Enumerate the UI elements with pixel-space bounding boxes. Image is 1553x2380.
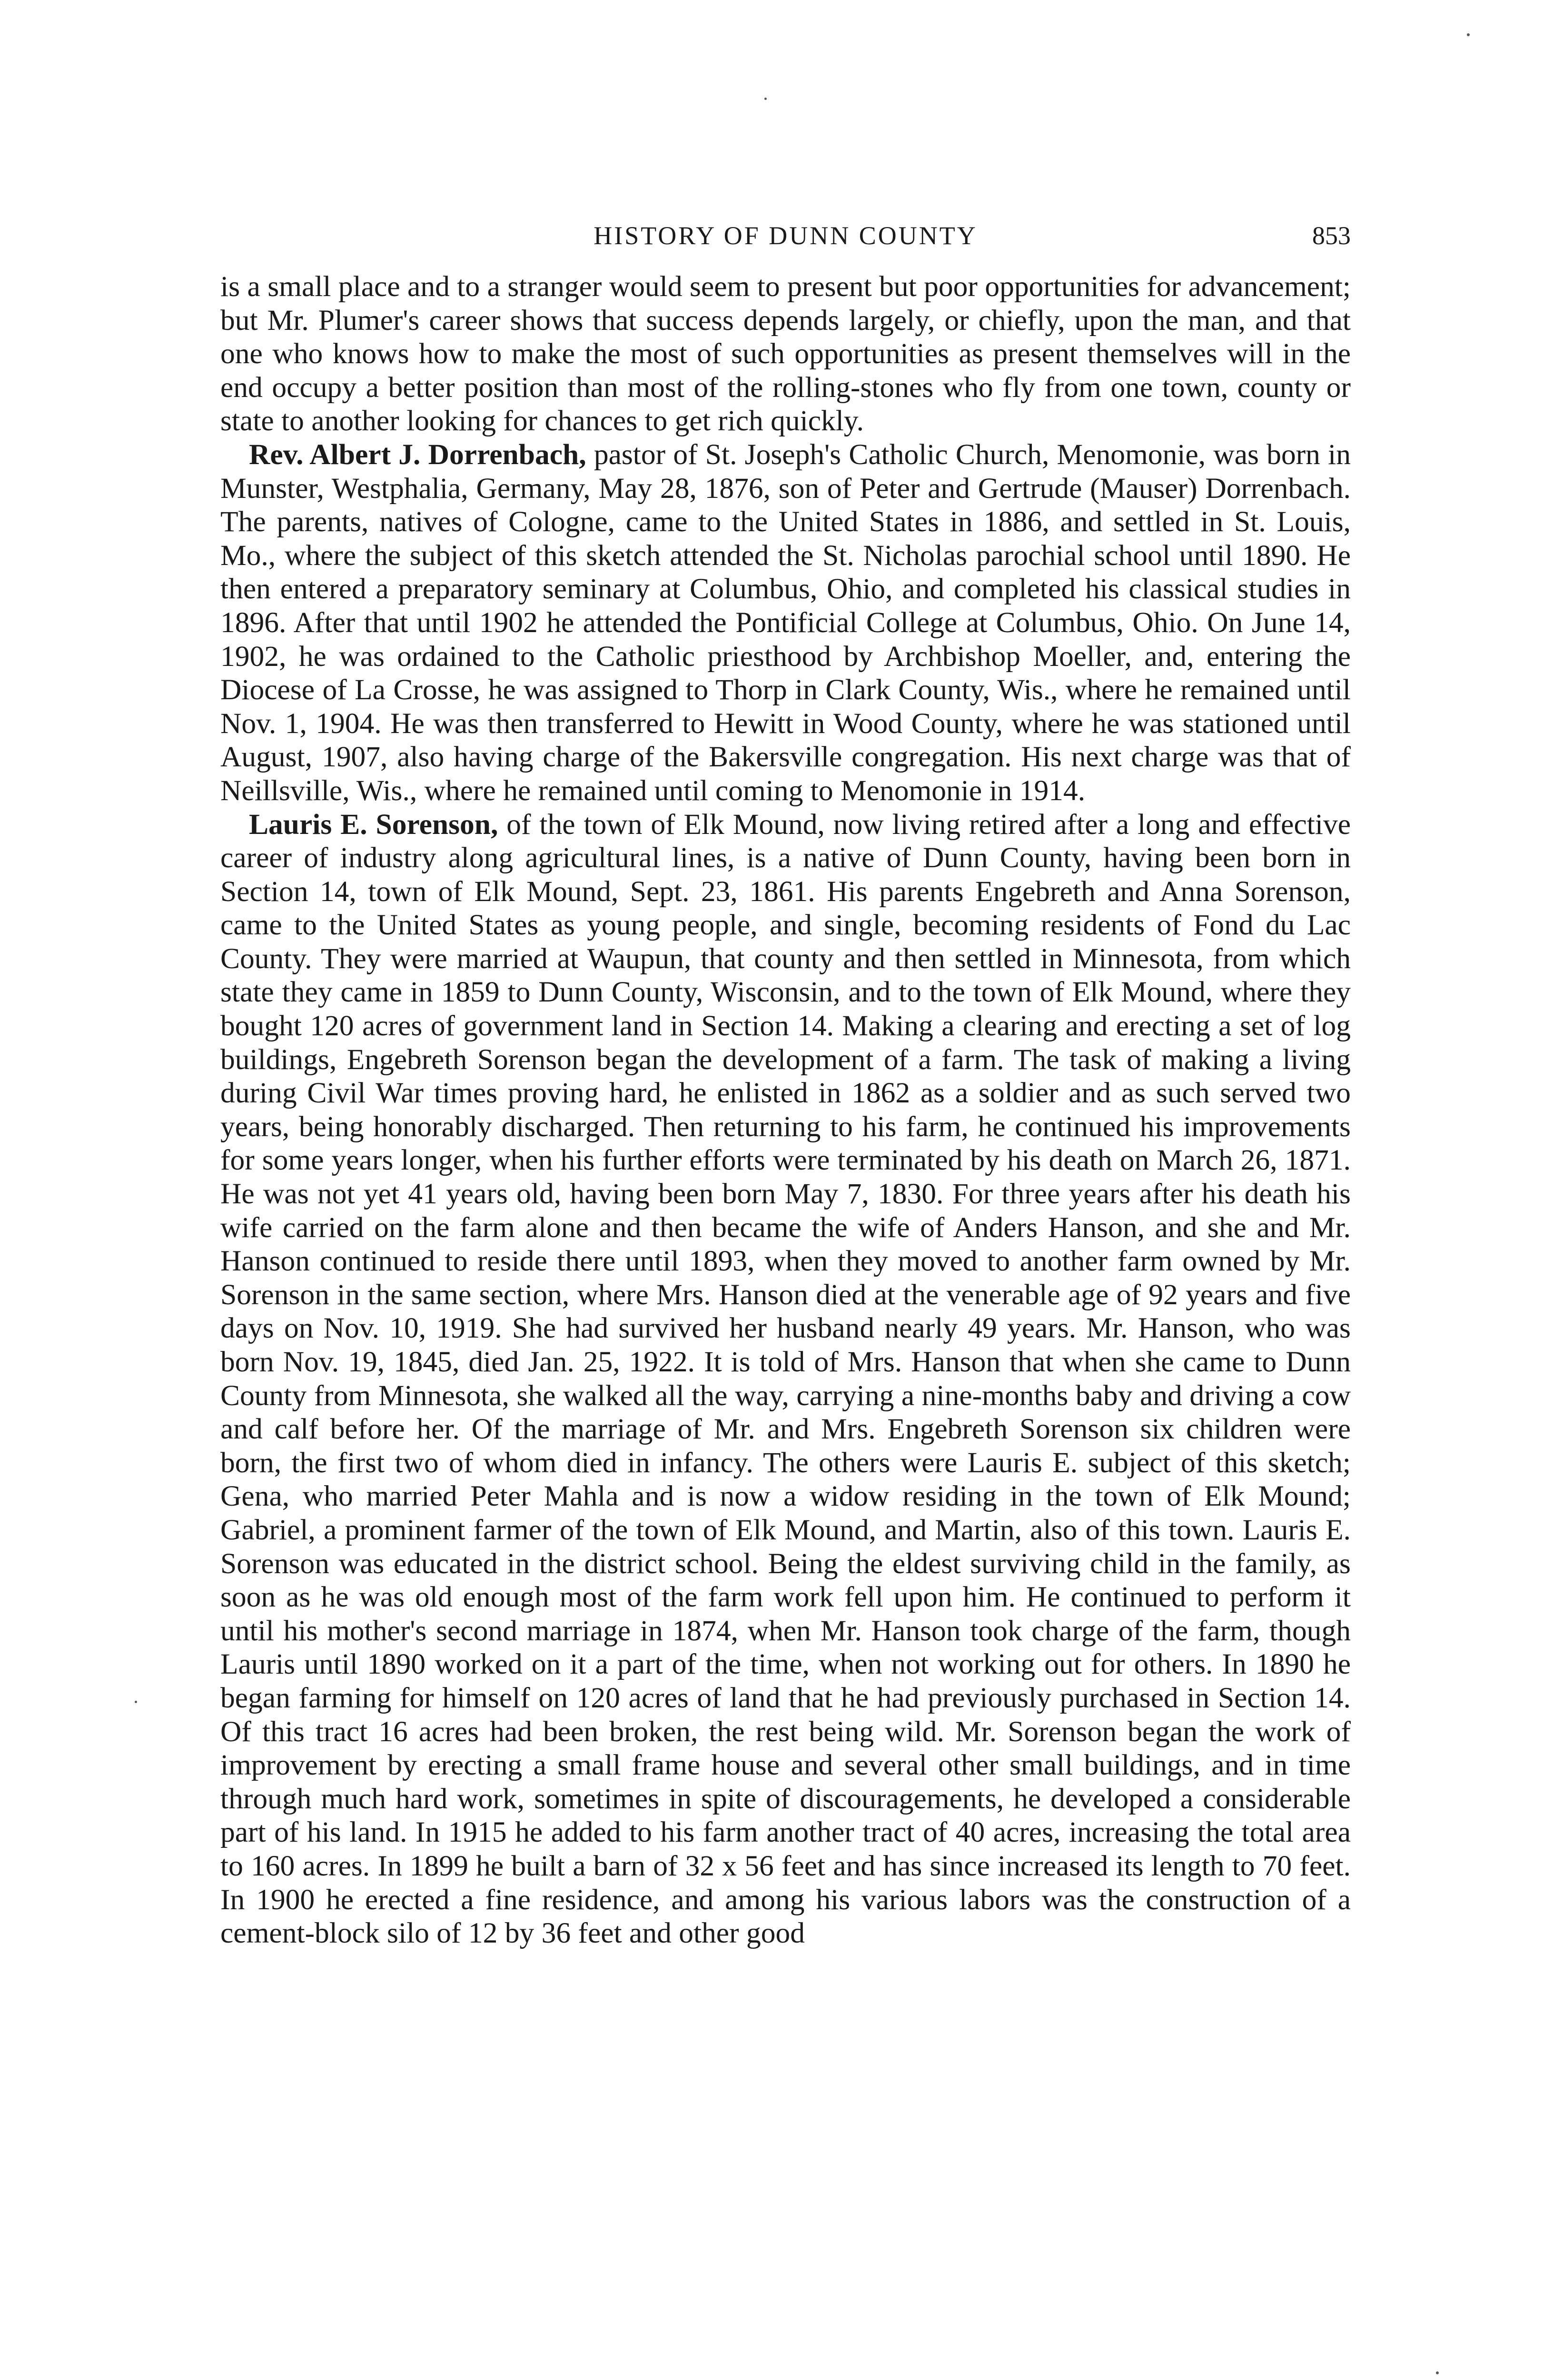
- body-text: [220, 270, 1351, 1950]
- paragraph-continuation: [220, 270, 1351, 438]
- page-number: 853: [1312, 221, 1351, 250]
- paragraph-text: is a small place and to a stranger would seem to present but poor opportunities for advancement; but Mr. Plumer's career shows that success depends largely, or chiefly, upon the man, and that one who knows how to make the most of such opportunities as present themselves will in the end occupy a better position than most of the rolling-stones who fly from one town, county or state to another looking for chances to get rich quickly.: [220, 270, 1351, 437]
- scan-speck: [1467, 33, 1470, 36]
- running-title: HISTORY OF DUNN COUNTY: [594, 221, 978, 250]
- scan-speck: [1436, 2371, 1439, 2374]
- paragraph-lead: Rev. Albert J. Dorrenbach,: [249, 438, 586, 471]
- paragraph-dorrenbach: [220, 438, 1351, 808]
- running-head: [220, 217, 1351, 255]
- paragraph-text: pastor of St. Joseph's Catholic Church, Menomonie, was born in Munster, Westphalia, Germany, May 28, 1876, son of Peter and Gertrude (Mauser) Dorrenbach. The parents, natives of Cologne, came to the United States in 1886, and settled in St. Louis, Mo., where the subject of this sketch attended the St. Nicholas parochial school until 1890. He then entered a preparatory seminary at Columbus, Ohio, and completed his classical studies in 1896. After that until 1902 he attended the Pontificial College at Columbus, Ohio. On June 14, 1902, he was ordained to the Catholic priesthood by Archbishop Moeller, and, entering the Diocese of La Crosse, he was assigned to Thorp in Clark County, Wis., where he remained until Nov. 1, 1904. He was then transferred to Hewitt in Wood County, where he was stationed until August, 1907, also having charge of the Bakersville congregation. His next charge was that of Neillsville, Wis., where he remained until coming to Menomonie in 1914.: [220, 438, 1351, 807]
- paragraph-text: of the town of Elk Mound, now living retired after a long and effective career of industry along agricultural lines, is a native of Dunn County, having been born in Section 14, town of Elk Mound, Sept. 23, 1861. His parents Engebreth and Anna Sorenson, came to the United States as young people, and single, becoming residents of Fond du Lac County. They were married at Waupun, that county and then settled in Minnesota, from which state they came in 1859 to Dunn County, Wisconsin, and to the town of Elk Mound, where they bought 120 acres of government land in Section 14. Making a clearing and erecting a set of log buildings, Engebreth Sorenson began the development of a farm. The task of making a living during Civil War times proving hard, he enlisted in 1862 as a soldier and as such served two years, being honorably discharged. Then returning to his farm, he continued his improvements for some years longer, when his further efforts were terminated by his death on March 26, 1871. He was not yet 41 years old, having been born May 7, 1830. For three years after his death his wife carried on the farm alone and then became the wife of Anders Hanson, and she and Mr. Hanson continued to reside there until 1893, when they moved to another farm owned by Mr. Sorenson in the same section, where Mrs. Hanson died at the venerable age of 92 years and five days on Nov. 10, 1919. She had survived her husband nearly 49 years. Mr. Hanson, who was born Nov. 19, 1845, died Jan. 25, 1922. It is told of Mrs. Hanson that when she came to Dunn County from Minnesota, she walked all the way, carrying a nine-months baby and driving a cow and calf before her. Of the marriage of Mr. and Mrs. Engebreth Sorenson six children were born, the first two of whom died in infancy. The others were Lauris E. subject of this sketch; Gena, who married Peter Mahla and is now a widow residing in the town of Elk Mound; Gabriel, a prominent farmer of the town of Elk Mound, and Martin, also of this town. Lauris E. Sorenson was educated in the district school. Being the eldest surviving child in the family, as soon as he was old enough most of the farm work fell upon him. He continued to perform it until his mother's second marriage in 1874, when Mr. Hanson took charge of the farm, though Lauris until 1890 worked on it a part of the time, when not working out for others. In 1890 he began farming for himself on 120 acres of land that he had previously purchased in Section 14. Of this tract 16 acres had been broken, the rest being wild. Mr. Sorenson began the work of improvement by erecting a small frame house and several other small buildings, and in time through much hard work, sometimes in spite of discouragements, he developed a considerable part of his land. In 1915 he added to his farm another tract of 40 acres, increasing the total area to 160 acres. In 1899 he built a barn of 32 x 56 feet and has since increased its length to 70 feet. In 1900 he erected a fine residence, and among his various labors was the construction of a cement-block silo of 12 by 36 feet and other good: [220, 808, 1351, 1950]
- paragraph-sorenson: [220, 808, 1351, 1950]
- paragraph-lead: Lauris E. Sorenson,: [249, 808, 498, 841]
- scan-speck: [135, 1701, 137, 1703]
- scan-speck: [764, 98, 767, 100]
